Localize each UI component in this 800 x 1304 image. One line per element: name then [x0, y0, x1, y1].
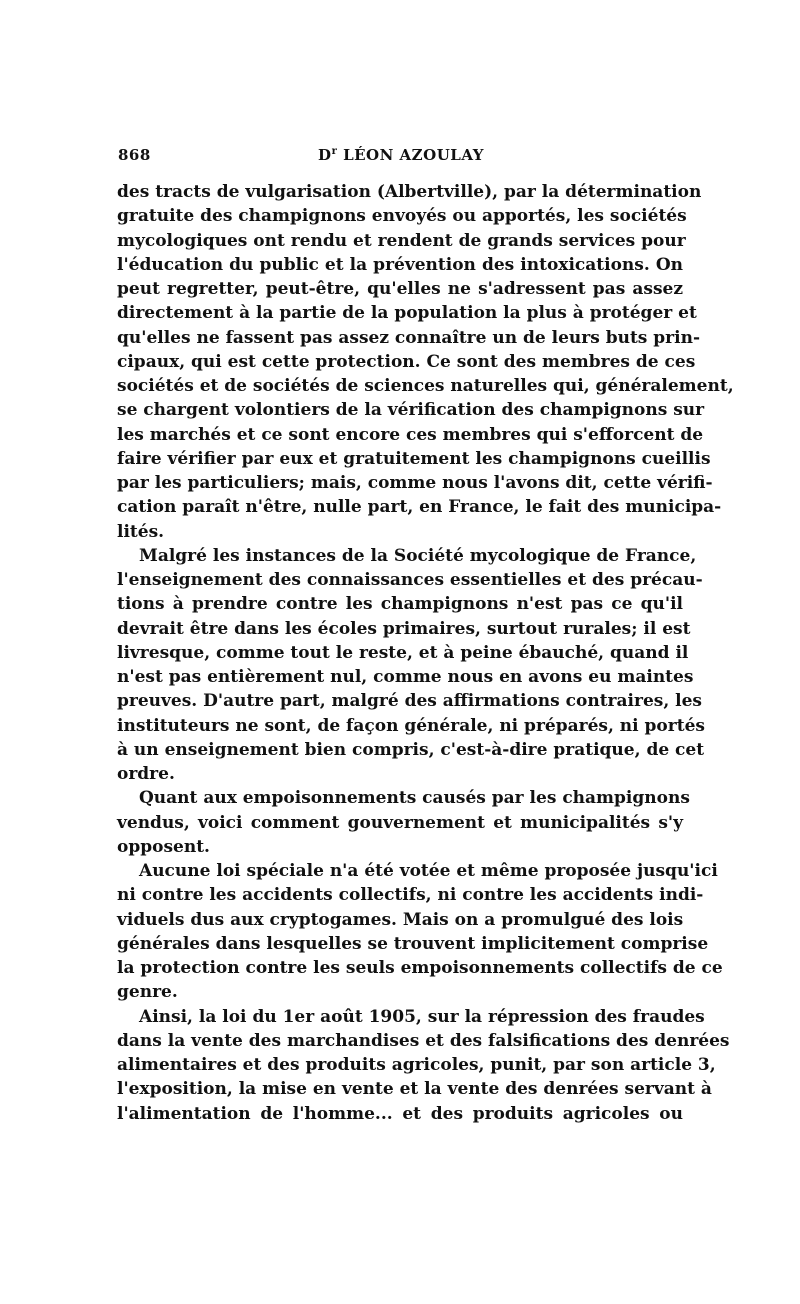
text-line: Quant aux empoisonnements causés par les champignons — [139, 788, 690, 809]
text-line: mycologiques ont rendu et rendent de grands services pour — [117, 230, 686, 251]
text-line: gratuite des champignons envoyés ou apportés, les sociétés — [117, 206, 687, 227]
text-line: tions à prendre contre les champignons n'est pas ce qu'il — [117, 594, 683, 615]
page-number: 868 — [118, 146, 151, 164]
text-line: par les particuliers; mais, comme nous l'avons dit, cette vérifi- — [117, 473, 713, 493]
text-line: viduels dus aux cryptogames. Mais on a promulgué des lois — [117, 909, 684, 930]
text-line: lités. — [117, 521, 165, 542]
text-line: ni contre les accidents collectifs, ni contre les accidents indi- — [117, 885, 704, 906]
text-line: Ainsi, la loi du 1er août 1905, sur la répression des fraudes — [139, 1006, 705, 1027]
text-line: instituteurs ne sont, de façon générale, ni préparés, ni portés — [117, 715, 705, 736]
text-line: peut regretter, peut-être, qu'elles ne s'adressent pas assez — [117, 279, 683, 299]
author-prefix: D — [318, 146, 332, 164]
text-line: opposent. — [117, 836, 210, 857]
text-line: l'enseignement des connaissances essentielles et des précau- — [117, 570, 703, 590]
text-line: à un enseignement bien compris, c'est-à-dire pratique, de cet — [117, 739, 705, 760]
text-line: l'éducation du public et la prévention des intoxications. On — [117, 254, 683, 275]
text-line: sociétés et de sociétés de sciences naturelles qui, généralement, — [117, 376, 734, 396]
text-line: faire vérifier par eux et gratuitement les champignons cueillis — [117, 448, 711, 469]
running-head — [118, 146, 684, 168]
text-line: l'exposition, la mise en vente et la vente des denrées servant à — [117, 1079, 712, 1100]
text-line: directement à la partie de la population la plus à protéger et — [117, 303, 697, 324]
text-line: la protection contre les seuls empoisonnements collectifs de ce — [117, 958, 723, 978]
text-line: Malgré les instances de la Société mycologique de France, — [139, 545, 697, 566]
text-line: alimentaires et des produits agricoles, punit, par son article 3, — [117, 1055, 716, 1075]
body-text — [117, 180, 734, 1126]
text-line: cation paraît n'être, nulle part, en France, le fait des municipa- — [117, 497, 722, 518]
text-line: n'est pas entièrement nul, comme nous en avons eu maintes — [117, 667, 694, 687]
author-name: LÉON AZOULAY — [337, 146, 484, 164]
text-line: cipaux, qui est cette protection. Ce sont des membres de ces — [117, 351, 696, 372]
text-line: les marchés et ce sont encore ces membres qui s'efforcent de — [117, 424, 704, 445]
text-line: des tracts de vulgarisation (Albertville), par la détermination — [117, 182, 702, 202]
text-line: dans la vente des marchandises et des falsifications des denrées — [117, 1030, 730, 1051]
text-line: genre. — [117, 982, 178, 1003]
text-line: Aucune loi spéciale n'a été votée et même proposée jusqu'ici — [139, 861, 718, 881]
text-line: ordre. — [117, 764, 175, 784]
text-line: générales dans lesquelles se trouvent implicitement comprise — [117, 933, 709, 954]
text-line: vendus, voici comment gouvernement et municipalités s'y — [117, 812, 683, 833]
text-line: livresque, comme tout le reste, et à peine ébauché, quand il — [117, 642, 689, 663]
text-line: qu'elles ne fassent pas assez connaître un de leurs buts prin- — [117, 327, 701, 348]
running-title — [118, 146, 684, 164]
text-line: devrait être dans les écoles primaires, surtout rurales; il est — [117, 618, 691, 639]
author-superscript: r — [331, 146, 338, 157]
text-line: se chargent volontiers de la vérification des champignons sur — [117, 400, 705, 421]
text-line: l'alimentation de l'homme... et des produits agricoles ou — [117, 1103, 683, 1124]
text-line: preuves. D'autre part, malgré des affirmations contraires, les — [117, 691, 703, 712]
